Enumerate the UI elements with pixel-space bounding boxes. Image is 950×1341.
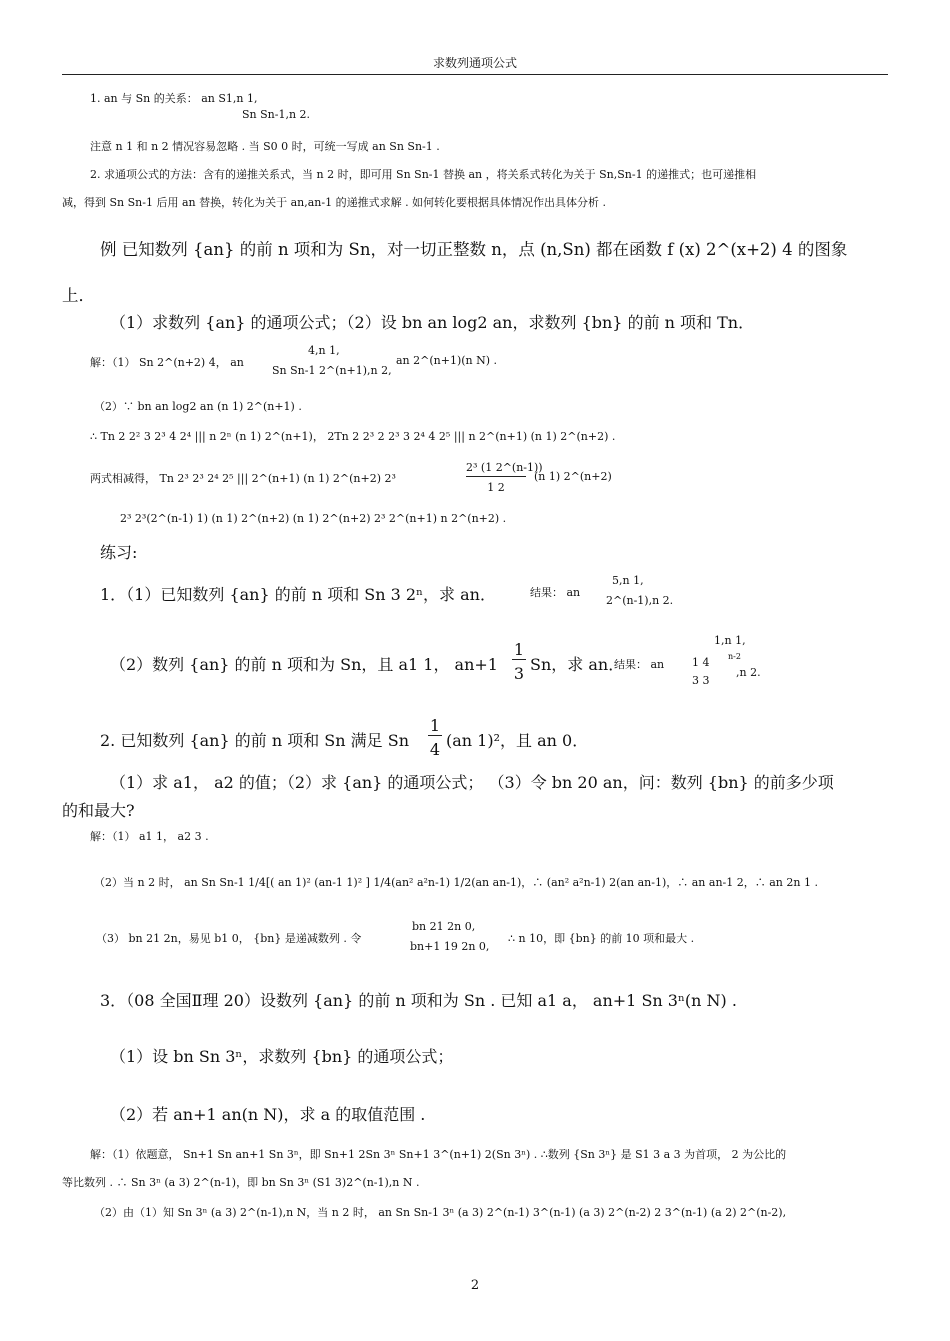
practice-q1a-result-label: 结果： an — [530, 586, 581, 599]
practice-q2-frac-den: 4 — [429, 740, 441, 759]
intro-formula-line2: Sn Sn-1,n 2. — [242, 108, 311, 121]
example-statement: 例 已知数列 {an} 的前 n 项和为 Sn，对一切正整数 n，点 (n,Sn) 都在函数 f (x) 2^(x+2) 4 的图象 — [100, 240, 848, 259]
practice-q1b-result-label: 结果： an — [614, 658, 665, 671]
practice-q2: 2. 已知数列 {an} 的前 n 项和 Sn 满足 Sn — [100, 731, 409, 750]
intro-formula-line1: 1. an 与 Sn 的关系： an S1,n 1, — [90, 92, 258, 105]
example-solution-case2: Sn Sn-1 2^(n+1),n 2, — [272, 364, 392, 377]
practice-q1a-result-2: 2^(n-1),n 2. — [606, 594, 674, 607]
practice-q1b-result-2-cond: ,n 2. — [736, 666, 761, 679]
practice-q2-solution-1: 解：（1） a1 1， a2 3 . — [90, 830, 209, 843]
practice-q2-sub: （1）求 a1， a2 的值；（2）求 {an} 的通项公式； （3）令 bn 20 an，问：数列 {bn} 的前多少项 — [110, 773, 834, 792]
practice-q2-solution-3-result: ∴ n 10，即 {bn} 的前 10 项和最大 . — [508, 932, 695, 945]
practice-q3-part1: （1）设 bn Sn 3ⁿ，求数列 {bn} 的通项公式； — [110, 1047, 454, 1066]
header-rule — [62, 74, 888, 75]
practice-title: 练习: — [100, 543, 138, 562]
practice-q2-solution-2: （2）当 n 2 时， an Sn Sn-1 1/4[( an 1)² (an-1 1)² ] 1/4(an² a²n-1) 1/2(an an-1)，∴ (an² a²n-1) 2(an an-1)，∴ an an-1 2，∴ an 2n 1 . — [94, 876, 818, 889]
example-solution-3: ∴ Tn 2 2² 3 2³ 4 2⁴ ||| n 2ⁿ (n 1) 2^(n+1)， 2Tn 2 2³ 2 2³ 3 2⁴ 4 2⁵ ||| n 2^(n+1) (n 1) 2^(n+2) . — [90, 430, 616, 443]
practice-q1b-result-2-exp: n-2 — [728, 652, 741, 661]
practice-q2-solution-3-cond1: bn 21 2n 0, — [412, 920, 476, 933]
intro-method-cont: 减，得到 Sn Sn-1 后用 an 替换，转化为关于 an,an-1 的递推式求解 . 如何转化要根据具体情况作出具体分析 . — [62, 196, 607, 209]
example-question: （1）求数列 {an} 的通项公式；（2）设 bn an log2 an，求数列 {bn} 的前 n 项和 Tn． — [110, 313, 755, 332]
practice-q2-sub-cont: 的和最大? — [62, 801, 135, 820]
practice-q1b-frac-num: 1 — [513, 640, 525, 659]
intro-note: 注意 n 1 和 n 2 情况容易忽略 . 当 S0 0 时，可统一写成 an Sn Sn-1 . — [90, 140, 440, 153]
example-fraction-denominator: 1 2 — [487, 481, 505, 494]
practice-q1b-result-2-num: 1 4 — [692, 656, 710, 669]
example-solution-1: 解：（1） Sn 2^(n+2) 4， an — [90, 356, 244, 369]
practice-q3-part2: （2）若 an+1 an(n N)，求 a 的取值范围 . — [110, 1105, 426, 1124]
example-solution-2: （2）∵ bn an log2 an (n 1) 2^(n+1) . — [94, 400, 302, 413]
practice-q1b-result-2-den: 3 3 — [692, 674, 710, 687]
practice-q2-solution-3: （3） bn 21 2n，易见 b1 0， {bn} 是递减数列 . 令 — [96, 932, 362, 945]
practice-q1a-result-1: 5,n 1, — [612, 574, 644, 587]
practice-q1b-tail: Sn，求 an． — [530, 655, 625, 674]
example-solution-4: 两式相减得， Tn 2³ 2³ 2⁴ 2⁵ ||| 2^(n+1) (n 1) 2^(n+2) 2³ — [90, 472, 396, 485]
page-header-title: 求数列通项公式 — [432, 56, 517, 70]
example-solution-5: 2³ 2³(2^(n-1) 1) (n 1) 2^(n+2) (n 1) 2^(n+2) 2³ 2^(n+1) n 2^(n+2) . — [120, 512, 507, 525]
practice-q1a: 1．（1）已知数列 {an} 的前 n 项和 Sn 3 2ⁿ，求 an． — [100, 585, 496, 604]
example-solution-result: an 2^(n+1)(n N) . — [396, 354, 498, 367]
example-fraction-numerator: 2³ (1 2^(n-1)) — [466, 461, 526, 477]
example-solution-4-tail: (n 1) 2^(n+2) — [534, 470, 612, 483]
practice-q2-frac-num: 1 — [429, 716, 441, 735]
practice-q3-solution-1: 解：（1）依题意， Sn+1 Sn an+1 Sn 3ⁿ，即 Sn+1 2Sn 3ⁿ Sn+1 3^(n+1) 2(Sn 3ⁿ) . ∴数列 {Sn 3ⁿ} 是 S1 3 a 3 为首项， 2 为公比的 — [90, 1148, 787, 1161]
practice-q2-tail: (an 1)²，且 an 0． — [446, 731, 589, 750]
example-solution-case1: 4,n 1, — [308, 344, 340, 357]
practice-q3: 3．（08 全国Ⅱ理 20）设数列 {an} 的前 n 项和为 Sn . 已知 a1 a， an+1 Sn 3ⁿ(n N) . — [100, 991, 737, 1010]
practice-q3-solution-2: （2）由（1）知 Sn 3ⁿ (a 3) 2^(n-1),n N，当 n 2 时， an Sn Sn-1 3ⁿ (a 3) 2^(n-1) 3^(n-1) (a 3) 2^(n-2) 2 3^(n-1) (a 2) 2^(n-2), — [94, 1206, 787, 1219]
practice-q1b-result-1: 1,n 1, — [714, 634, 746, 647]
practice-q1b: （2）数列 {an} 的前 n 项和为 Sn，且 a1 1， an+1 — [110, 655, 498, 674]
practice-q3-solution-1-cont: 等比数列 . ∴ Sn 3ⁿ (a 3) 2^(n-1)，即 bn Sn 3ⁿ (S1 3)2^(n-1),n N . — [62, 1176, 420, 1189]
page-number: 2 — [470, 1278, 480, 1293]
practice-q1b-frac-den: 3 — [513, 664, 525, 683]
example-statement-cont: 上． — [62, 286, 95, 305]
practice-q2-solution-3-cond2: bn+1 19 2n 0, — [410, 940, 490, 953]
intro-method: 2. 求通项公式的方法：含有的递推关系式，当 n 2 时，即可用 Sn Sn-1 替换 an ，将关系式转化为关于 Sn,Sn-1 的递推式；也可递推相 — [90, 168, 757, 181]
